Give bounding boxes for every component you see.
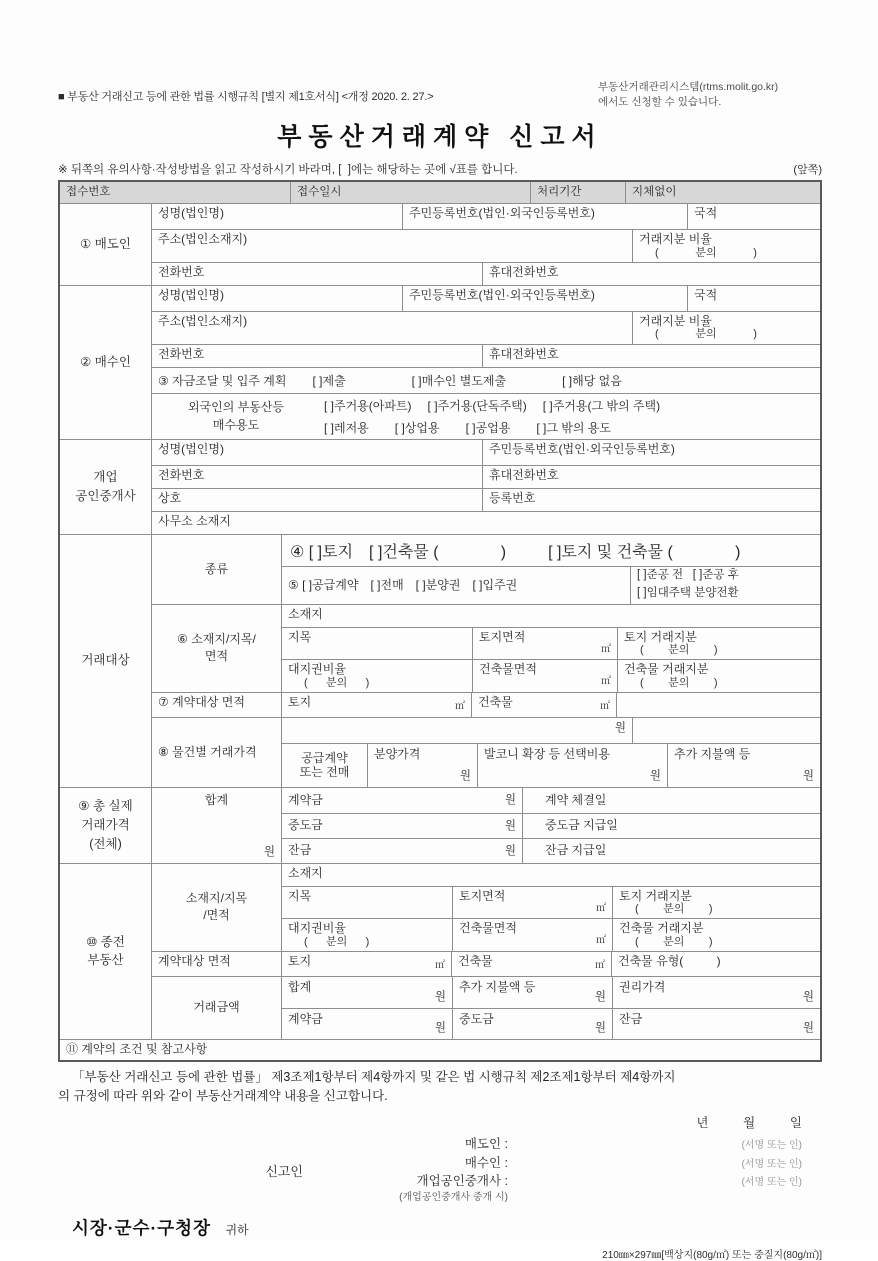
previous-site-ratio-fraction: ( 분의 ) xyxy=(304,935,370,948)
contract-area-land-cell[interactable] xyxy=(281,693,471,717)
sale-price-label: 분양가격 xyxy=(374,746,421,761)
previous-land-share-fraction: ( 분의 ) xyxy=(635,903,713,916)
item-price-blank-cell xyxy=(632,718,820,743)
previous-rights-price-label: 권리가격 xyxy=(619,979,666,994)
buyer-regno-label: 주민등록번호(법인·외국인등록번호) xyxy=(402,286,687,311)
funding-plan-label: ③ 자금조달 및 입주 계획 xyxy=(158,373,287,388)
previous-land-share-label: 토지 거래지분 xyxy=(619,888,692,903)
previous-land-share-cell xyxy=(612,887,820,919)
balance-label: 잔금 xyxy=(288,843,312,858)
completion-status-cell xyxy=(630,567,820,604)
foreign-use-etc-checkbox[interactable]: [ ]그 밖의 용도 xyxy=(536,420,611,435)
deposit-won: 원 xyxy=(504,794,516,806)
sale-price-won: 원 xyxy=(459,769,471,782)
funding-submit-checkbox[interactable]: [ ]제출 xyxy=(312,373,346,388)
report-form-table xyxy=(58,180,822,1061)
seller-share-cell[interactable] xyxy=(632,230,820,262)
kind-building-checkbox[interactable]: [ ]건축물 ( ) xyxy=(369,543,507,561)
previous-building-label: 건축물 xyxy=(458,953,493,968)
previous-deposit-won: 원 xyxy=(434,1022,446,1035)
seller-share-fraction: ( 분의 ) xyxy=(655,246,757,259)
deposit-label: 계약금 xyxy=(288,792,323,807)
previous-extra-won: 원 xyxy=(594,991,606,1004)
foreign-use-detached-house-checkbox[interactable]: [ ]주거용(단독주택) xyxy=(427,398,527,413)
previous-deposit-cell[interactable] xyxy=(282,1009,452,1039)
kind-supply-contract-checkbox[interactable]: ⑤ [ ]공급계약 xyxy=(288,577,359,592)
previous-location-section xyxy=(152,864,820,951)
agent-signature-note: (서명 또는 인) xyxy=(741,1177,802,1189)
buyer-phone-label: 전화번호 xyxy=(158,346,205,361)
completion-before-after-checkboxes[interactable]: [ ]준공 전 [ ]준공 후 xyxy=(637,569,739,582)
rental-conversion-checkbox[interactable]: [ ]임대주택 분양전환 xyxy=(637,587,739,600)
funding-separate-submit-checkbox[interactable]: [ ]매수인 별도제출 xyxy=(411,373,507,388)
contract-area-land-label: 토지 xyxy=(288,694,312,709)
previous-label-line1: ⑩ 종전 xyxy=(86,934,125,949)
agent-section xyxy=(60,439,820,534)
declaration-text xyxy=(58,1068,822,1106)
previous-building-area-cell xyxy=(452,919,612,951)
subject-building-share-label: 건축물 거래지분 xyxy=(624,662,709,677)
kind-land-checkbox[interactable]: ④ [ ]토지 xyxy=(290,543,354,561)
buyer-section xyxy=(60,285,820,439)
funding-plan-row xyxy=(152,367,820,393)
total-price-label-line1: ⑨ 총 실제 xyxy=(78,799,133,814)
total-price-section xyxy=(60,787,820,863)
previous-extra-cell[interactable] xyxy=(452,977,612,1008)
contract-area-building-label: 건축물 xyxy=(478,694,513,709)
agent-regno-label: 주민등록번호(법인·외국인등록번호) xyxy=(482,440,820,465)
total-price-section-label xyxy=(60,788,151,863)
seller-phone-label: 전화번호 xyxy=(158,264,205,279)
rtms-note-line1: 부동산거래관리시스템(rtms.molit.go.kr) xyxy=(598,81,779,93)
contract-area-building-unit: ㎡ xyxy=(600,701,610,713)
agent-office-address-label: 사무소 소재지 xyxy=(158,513,231,528)
interim-amount-cell[interactable] xyxy=(282,814,522,838)
subject-section xyxy=(60,534,820,787)
balance-won: 원 xyxy=(504,844,516,857)
previous-building-area-unit: ㎡ xyxy=(596,935,606,947)
subject-kind-section xyxy=(152,535,820,604)
paper-spec: 210㎜×297㎜[백상지(80g/㎡) 또는 중질지(80g/㎡)] xyxy=(602,1250,822,1261)
buyer-address-label: 주소(법인소재지) xyxy=(158,313,248,328)
subject-location-section xyxy=(152,604,820,692)
seller-section-label: ① 매도인 xyxy=(80,237,131,252)
subject-address-label: 소재지 xyxy=(288,606,323,621)
agent-license-number-label: 등록번호 xyxy=(482,489,820,511)
previous-interim-won: 원 xyxy=(594,1022,606,1035)
contract-area-row xyxy=(152,692,820,717)
subject-site-ratio-cell xyxy=(282,660,472,692)
seller-section xyxy=(60,203,820,285)
previous-contract-area-row xyxy=(152,951,820,976)
agent-brokerage-note: (개업공인중개사 중개 시) xyxy=(399,1191,508,1203)
reporter-label: 신고인 xyxy=(265,1163,303,1179)
kind-land-and-building-checkbox[interactable]: [ ]토지 및 건축물 ( ) xyxy=(548,543,741,561)
buyer-share-cell[interactable] xyxy=(632,312,820,344)
receipt-datetime-label: 접수일시 xyxy=(290,182,530,203)
foreign-use-other-housing-checkbox[interactable]: [ ]주거용(그 밖의 주택) xyxy=(542,398,661,413)
total-price-label-line3: (전체) xyxy=(89,836,122,851)
subject-land-area-label: 토지면적 xyxy=(479,629,526,644)
seller-signature-note: (서명 또는 인) xyxy=(741,1140,802,1152)
foreign-use-label xyxy=(152,394,320,439)
subject-site-ratio-fraction: ( 분의 ) xyxy=(304,676,370,689)
previous-land-unit: ㎡ xyxy=(435,960,445,972)
conditions-label: ⑪ 계약의 조건 및 참고사항 xyxy=(66,1041,208,1056)
previous-building-area-label: 건축물면적 xyxy=(459,921,517,936)
subject-jimok-label: 지목 xyxy=(288,629,312,644)
contract-area-blank-cell xyxy=(616,693,820,717)
previous-building-unit: ㎡ xyxy=(595,960,605,972)
kind-row-5 xyxy=(282,566,820,604)
previous-sum-label: 합계 xyxy=(288,979,312,994)
subject-kind-label: 종류 xyxy=(204,561,229,576)
date-line: 년 월 일 xyxy=(696,1116,802,1131)
declaration-line2: 의 규정에 따라 위와 같이 부동산거래계약 내용을 신고합니다. xyxy=(58,1088,388,1103)
kind-resale-checkbox[interactable]: [ ]전매 xyxy=(370,577,404,592)
seller-share-ratio-label: 거래지분 비율 xyxy=(639,232,712,247)
interim-label: 중도금 xyxy=(288,818,323,833)
previous-sum-cell[interactable] xyxy=(282,977,452,1008)
seller-regno-label: 주민등록번호(법인·외국인등록번호) xyxy=(402,204,687,229)
subject-location-label xyxy=(152,605,281,692)
previous-extra-label: 추가 지불액 등 xyxy=(459,979,536,994)
subject-building-area-label: 건축물면적 xyxy=(479,662,537,677)
buyer-signature-note: (서명 또는 인) xyxy=(741,1158,802,1170)
previous-building-share-fraction: ( 분의 ) xyxy=(635,935,713,948)
previous-location-label xyxy=(152,864,281,951)
foreign-use-row xyxy=(152,393,820,439)
seller-name-label: 성명(법인명) xyxy=(158,206,224,221)
fill-instruction: ※ 뒤쪽의 유의사항·작성방법을 읽고 작성하시기 바라며, [ ]에는 해당하는 곳에 √표를 합니다. xyxy=(58,164,518,177)
previous-jimok-label: 지목 xyxy=(288,888,312,903)
subject-land-share-fraction: ( 분의 ) xyxy=(640,643,718,656)
interim-date-label: 중도금 지급일 xyxy=(522,814,820,838)
seller-mobile-label: 휴대전화번호 xyxy=(482,263,820,285)
contract-area-building-cell[interactable] xyxy=(471,693,616,717)
agent-shop-name-label: 상호 xyxy=(158,490,182,505)
previous-location-label-line1: 소재지/지목 xyxy=(185,891,248,906)
buyer-name-label: 성명(법인명) xyxy=(158,287,224,302)
subject-site-ratio-label: 대지권비율 xyxy=(288,662,346,677)
interim-won: 원 xyxy=(504,819,516,832)
total-sum-won: 원 xyxy=(263,845,275,858)
deposit-amount-cell[interactable] xyxy=(282,788,522,813)
rtms-note xyxy=(598,80,822,109)
buyer-signature-row xyxy=(358,1154,802,1173)
agent-mobile-label: 휴대전화번호 xyxy=(482,466,820,488)
signature-block xyxy=(58,1135,822,1205)
previous-site-ratio-label: 대지권비율 xyxy=(288,921,346,936)
processing-period-label: 처리기간 xyxy=(530,182,625,203)
kind-row-4 xyxy=(282,535,820,566)
agent-label-line2: 공인중개사 xyxy=(75,488,136,503)
kind-occupancy-right-checkbox[interactable]: [ ]입주권 xyxy=(472,577,518,592)
buyer-share-ratio-label: 거래지분 비율 xyxy=(639,313,712,328)
previous-interim-label: 중도금 xyxy=(459,1011,494,1026)
supply-or-resale-label xyxy=(282,744,367,787)
subject-land-share-label: 토지 거래지분 xyxy=(624,629,697,644)
extra-payment-label: 추가 지불액 등 xyxy=(674,746,751,761)
balance-amount-cell[interactable] xyxy=(282,839,522,863)
item-price-label: ⑧ 물건별 거래가격 xyxy=(158,744,257,759)
foreign-use-apartment-checkbox[interactable]: [ ]주거용(아파트) xyxy=(324,398,412,413)
subject-location-label-line2: 면적 xyxy=(204,649,229,664)
extra-payment-won: 원 xyxy=(802,769,814,782)
buyer-share-fraction: ( 분의 ) xyxy=(655,328,757,341)
processing-period-value: 지체없이 xyxy=(625,182,820,203)
receipt-number-label: 접수번호 xyxy=(66,186,111,199)
subject-building-share-cell xyxy=(617,660,820,692)
foreign-use-options xyxy=(320,394,820,439)
balance-date-label: 잔금 지급일 xyxy=(522,839,820,863)
agent-phone-label: 전화번호 xyxy=(158,467,205,482)
instruction-row xyxy=(58,161,822,177)
seller-address-label: 주소(법인소재지) xyxy=(158,232,248,247)
subject-land-share-cell xyxy=(617,628,820,660)
foreign-use-commercial-checkbox[interactable]: [ ]상업용 xyxy=(394,420,440,435)
previous-address-label: 소재지 xyxy=(288,865,323,880)
conditions-row[interactable] xyxy=(60,1039,820,1060)
subject-building-share-fraction: ( 분의 ) xyxy=(640,676,718,689)
previous-rights-price-won: 원 xyxy=(802,991,814,1004)
previous-building-share-cell xyxy=(612,919,820,951)
previous-location-label-line2: /면적 xyxy=(203,908,230,923)
declaration-line1: 「부동산 거래신고 등에 관한 법률」 제3조제1항부터 제4항까지 및 같은 법 시행규칙 제2조제1항부터 제4항까지 xyxy=(72,1069,676,1084)
balcony-option-cost-won: 원 xyxy=(649,769,661,782)
agent-label-line1: 개업 xyxy=(93,469,118,484)
receipt-header-row xyxy=(60,182,820,203)
seller-signature-row xyxy=(358,1135,802,1154)
rtms-note-line2: 에서도 신청할 수 있습니다. xyxy=(598,95,722,108)
seller-nationality-label: 국적 xyxy=(687,204,820,229)
balcony-option-cost-label: 발코니 확장 등 선택비용 xyxy=(484,746,610,761)
previous-property-label xyxy=(60,864,151,1039)
front-page-label: (앞쪽) xyxy=(793,164,822,177)
form-title: 부동산거래계약 신고서 xyxy=(277,123,603,152)
previous-amount-label: 거래금액 xyxy=(193,1000,240,1015)
previous-rights-price-cell[interactable] xyxy=(612,977,820,1008)
addressee-line xyxy=(58,1215,822,1240)
previous-balance-won: 원 xyxy=(802,1022,814,1035)
addressee-title: 시장·군수·구청장 xyxy=(72,1218,211,1239)
agent-signature-row xyxy=(358,1172,802,1191)
foreign-use-leisure-checkbox[interactable]: [ ]레저용 xyxy=(324,420,369,435)
item-price-section xyxy=(152,717,820,787)
kind-sale-right-checkbox[interactable]: [ ]분양권 xyxy=(415,577,461,592)
buyer-signer-label: 매수인 : xyxy=(464,1155,508,1170)
previous-land-cell[interactable] xyxy=(281,952,451,976)
previous-building-share-label: 건축물 거래지분 xyxy=(619,921,704,936)
subject-land-area-cell xyxy=(472,628,617,660)
addressee-suffix: 귀하 xyxy=(225,1223,249,1238)
agent-signer-label: 개업공인중개사 : xyxy=(416,1174,508,1189)
balcony-option-cost-cell[interactable] xyxy=(477,744,667,787)
buyer-mobile-label: 휴대전화번호 xyxy=(482,345,820,367)
subject-building-area-unit: ㎡ xyxy=(601,676,611,688)
contract-date-label: 계약 체결일 xyxy=(522,788,820,813)
total-sum-cell[interactable] xyxy=(152,788,281,863)
previous-contract-area-label: 계약대상 면적 xyxy=(158,953,231,968)
form-regulation-note: ■ 부동산 거래신고 등에 관한 법률 시행규칙 [별지 제1호서식] <개정 2020. 2. 27.> xyxy=(58,91,434,103)
agent-brokerage-note-row xyxy=(358,1191,802,1206)
item-price-won-label: 원 xyxy=(614,721,626,734)
subject-building-area-cell xyxy=(472,660,617,692)
supply-label-line2: 또는 전매 xyxy=(299,765,350,780)
previous-label-line2: 부동산 xyxy=(87,953,124,968)
total-price-label-line2: 거래가격 xyxy=(81,817,130,832)
previous-land-area-unit: ㎡ xyxy=(596,902,606,914)
previous-building-type-label[interactable]: 건축물 유형( ) xyxy=(611,952,820,976)
previous-sum-won: 원 xyxy=(434,991,446,1004)
sale-price-cell[interactable] xyxy=(367,744,477,787)
seller-signer-label: 매도인 : xyxy=(464,1137,508,1152)
previous-deposit-label: 계약금 xyxy=(288,1011,323,1026)
extra-payment-cell[interactable] xyxy=(667,744,820,787)
previous-property-section xyxy=(60,863,820,1039)
agent-name-label: 성명(법인명) xyxy=(158,441,224,456)
buyer-nationality-label: 국적 xyxy=(687,286,820,311)
previous-site-ratio-cell xyxy=(282,919,452,951)
previous-land-area-label: 토지면적 xyxy=(459,888,506,903)
subject-land-area-unit: ㎡ xyxy=(601,643,611,655)
previous-amount-section xyxy=(152,976,820,1039)
subject-section-label: 거래대상 xyxy=(81,653,130,668)
foreign-use-industrial-checkbox[interactable]: [ ]공업용 xyxy=(465,420,511,435)
foreign-use-label-line2: 매수용도 xyxy=(212,418,260,433)
agent-section-label xyxy=(60,440,151,534)
contract-area-label: ⑦ 계약대상 면적 xyxy=(158,694,245,709)
total-sum-label: 합계 xyxy=(204,792,229,807)
item-price-amount-cell[interactable] xyxy=(282,718,632,743)
buyer-section-label: ② 매수인 xyxy=(80,354,131,369)
previous-interim-cell[interactable] xyxy=(452,1009,612,1039)
top-header xyxy=(58,80,822,109)
previous-land-label: 토지 xyxy=(288,953,312,968)
previous-building-cell[interactable] xyxy=(451,952,611,976)
previous-land-area-cell xyxy=(452,887,612,919)
supply-label-line1: 공급계약 xyxy=(301,750,348,765)
previous-balance-cell[interactable] xyxy=(612,1009,820,1039)
contract-area-land-unit: ㎡ xyxy=(455,701,465,713)
foreign-use-label-line1: 외국인의 부동산등 xyxy=(187,400,285,415)
funding-not-applicable-checkbox[interactable]: [ ]해당 없음 xyxy=(562,373,622,388)
subject-location-label-line1: ⑥ 소재지/지목/ xyxy=(177,632,256,647)
previous-balance-label: 잔금 xyxy=(619,1011,643,1026)
